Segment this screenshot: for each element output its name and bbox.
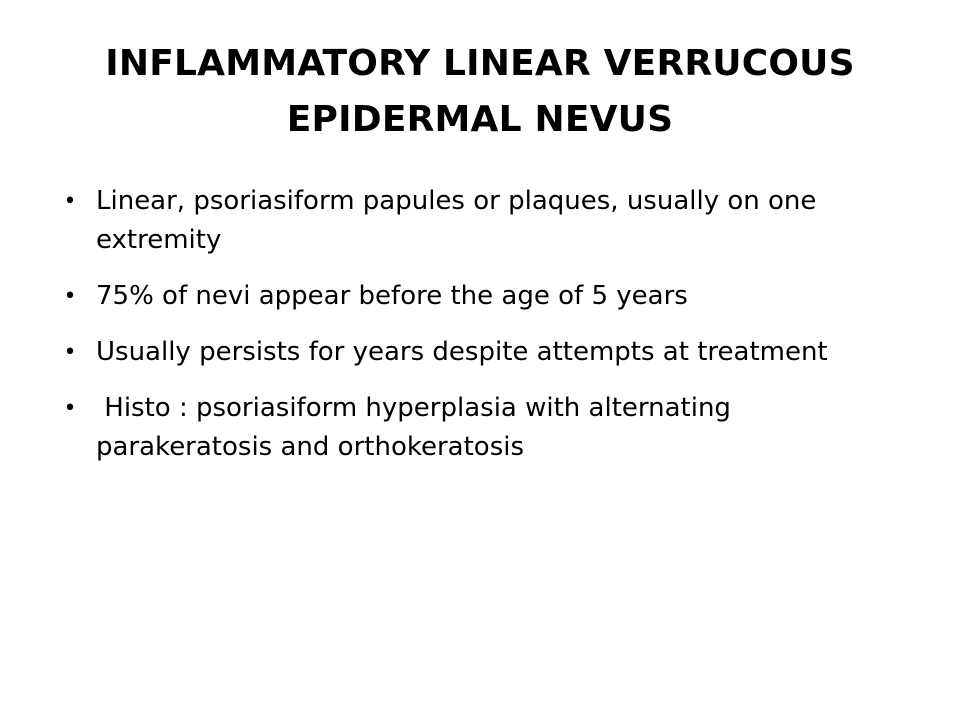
bullet-icon: • (63, 340, 77, 365)
bullet-icon: • (63, 284, 77, 309)
bullet-icon: • (63, 396, 77, 421)
bullet-text: 75% of nevi appear before the age of 5 years (96, 281, 688, 311)
bullet-list (60, 182, 890, 484)
bullet-text: Histo : psoriasiform hyperplasia with alternating parakeratosis and orthokeratosis (96, 393, 740, 462)
bullet-icon: • (63, 189, 77, 214)
slide-title: INFLAMMATORY LINEAR VERRUCOUS EPIDERMAL NEVUS (105, 43, 855, 140)
list-item (60, 182, 890, 260)
list-item (60, 389, 890, 467)
list-item (60, 277, 890, 316)
bullet-text: Linear, psoriasiform papules or plaques, usually on one extremity (96, 186, 817, 255)
list-item (60, 333, 890, 372)
bullet-text: Usually persists for years despite attempts at treatment (96, 337, 828, 367)
